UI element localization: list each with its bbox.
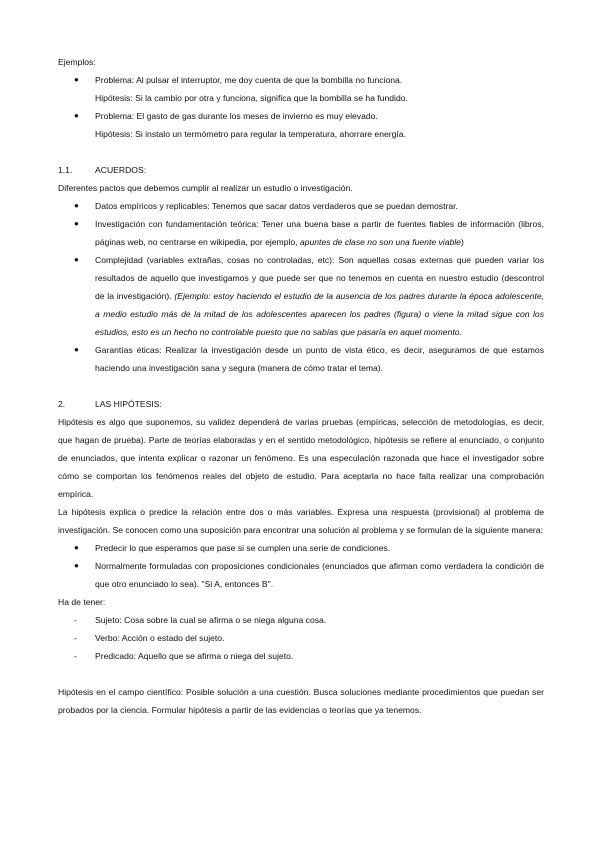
dash-item-sujeto <box>58 611 544 629</box>
hipotesis-paragraph-2: La hipótesis explica o predice la relación entre dos o más variables. Expresa una respuesta (provisional) al problema de investigación. Se conocen como una suposición para encontrar una solución al problema y se formulan de la siguiente manera: <box>58 507 544 535</box>
document-page <box>58 53 544 719</box>
section-number: 2. <box>58 399 66 409</box>
acuerdo-item-datos <box>58 197 544 215</box>
ha-de-tener-label: Ha de tener: <box>58 597 106 607</box>
hipotesis-paragraph-1: Hipótesis es algo que suponemos, su validez dependerá de varias pruebas (empíricas, selección de metodologías, es decir, que hagan de prueba). Parte de teorías elaboradas y en el sentido metodológico, hipótesis se refiere al enunciado, o conjunto de enunciados, que intenta explicar o razonar un fenómeno. Es una especulación razonada que hace el investigador sobre cómo se comportan los fenómenos reales del objeto de estudio. Para aceptarla no hace falta realizar una comprobación empírica. <box>58 417 544 499</box>
acuerdo-item-eticas <box>58 341 544 377</box>
ejemplo-1-hipotesis: Hipótesis: Si la cambio por otra y funciona, significa que la bombilla se ha fundido. <box>95 93 408 103</box>
dash-icon: - <box>74 615 77 625</box>
dash-item-text: Predicado: Aquello que se afirma o niega del sujeto. <box>95 651 294 661</box>
section-number: 1.1. <box>58 165 73 175</box>
ejemplo-item-2 <box>58 107 544 125</box>
dash-icon: - <box>74 651 77 661</box>
section-title: ACUERDOS: <box>95 165 147 175</box>
ejemplos-title: Ejemplos: <box>58 57 96 67</box>
bullet-icon: ● <box>74 201 79 210</box>
bullet-icon: ● <box>74 219 79 228</box>
dash-item-text: Sujeto: Cosa sobre la cual se afirma o se niega alguna cosa. <box>95 615 327 625</box>
ejemplo-2-hipotesis: Hipótesis: Si instalo un termómetro para regular la temperatura, ahorrare energía. <box>95 129 406 139</box>
hipotesis-closing-paragraph: Hipótesis en el campo científico: Posible solución a una cuestión. Busca soluciones mediante procedimientos que puedan ser probados por la ciencia. Formular hipótesis a partir de las evidencias o teorías que ya tenemos. <box>58 687 544 715</box>
hipotesis-bullet-text: Normalmente formuladas con proposiciones condicionales (enunciados que afirman como verdadera la condición de que otro enunciado lo sea). "Si A, entonces B". <box>95 561 544 589</box>
dash-item-text: Verbo: Acción o estado del sujeto. <box>95 633 225 643</box>
acuerdo-item-complejidad <box>58 251 544 341</box>
section-hipotesis-heading <box>58 395 544 413</box>
acuerdo-item-text: Complejidad (variables extrañas, cosas no controladas, etc): Son aquellas cosas externas que pueden variar los resultados de aquello que investigamos y que puede ser que no tenemos en cuenta en nuestro estudio (descontrol de la investigación). (Ejemplo: estoy haciendo el estudio de la ausencia de los padres durante la época adolescente, a medio estudio más de la mitad de los adolescentes aparecen los padres (figura) o viene la mitad sigue con los estudios, esto es un hecho no controlable puesto que no sabías que pasaría en aquel momento. <box>95 255 545 337</box>
hipotesis-bullet-text: Predecir lo que esperamos que pase si se cumplen una serie de condiciones. <box>95 543 391 553</box>
hipotesis-bullet-2 <box>58 557 544 593</box>
bullet-icon: ● <box>74 345 79 354</box>
ejemplo-2-problema: Problema: El gasto de gas durante los meses de invierno es muy elevado. <box>95 111 378 121</box>
bullet-icon: ● <box>74 255 79 264</box>
acuerdo-item-fundamentacion <box>58 215 544 251</box>
acuerdo-item-text: Garantías éticas: Realizar la investigación desde un punto de vista ético, es decir, aseguramos de que estamos haciendo una investigación sana y segura (manera de cómo tratar el tema). <box>95 345 544 373</box>
bullet-icon: ● <box>74 111 79 120</box>
acuerdo-item-text: Datos empíricos y replicables: Tenemos que sacar datos verdaderos que se puedan demostrar. <box>95 201 458 211</box>
dash-item-verbo <box>58 629 544 647</box>
section-title: LAS HIPÓTESIS: <box>95 399 162 409</box>
dash-icon: - <box>74 633 77 643</box>
section-acuerdos-heading <box>58 161 544 179</box>
hipotesis-bullet-1 <box>58 539 544 557</box>
bullet-icon: ● <box>74 543 79 552</box>
bullet-icon: ● <box>74 561 79 570</box>
acuerdo-item-text: Investigación con fundamentación teórica: Tener una buena base a partir de fuentes fiables de información (libros, páginas web, no centrarse en wikipedia, por ejemplo, apuntes de clase no son una fuente viable) <box>95 219 544 247</box>
ejemplo-item-1 <box>58 71 544 89</box>
ejemplo-1-problema: Problema: Al pulsar el interruptor, me doy cuenta de que la bombilla no funciona. <box>95 75 403 85</box>
acuerdos-intro: Diferentes pactos que debemos cumplir al realizar un estudio o investigación. <box>58 183 353 193</box>
bullet-icon: ● <box>74 75 79 84</box>
dash-item-predicado <box>58 647 544 665</box>
